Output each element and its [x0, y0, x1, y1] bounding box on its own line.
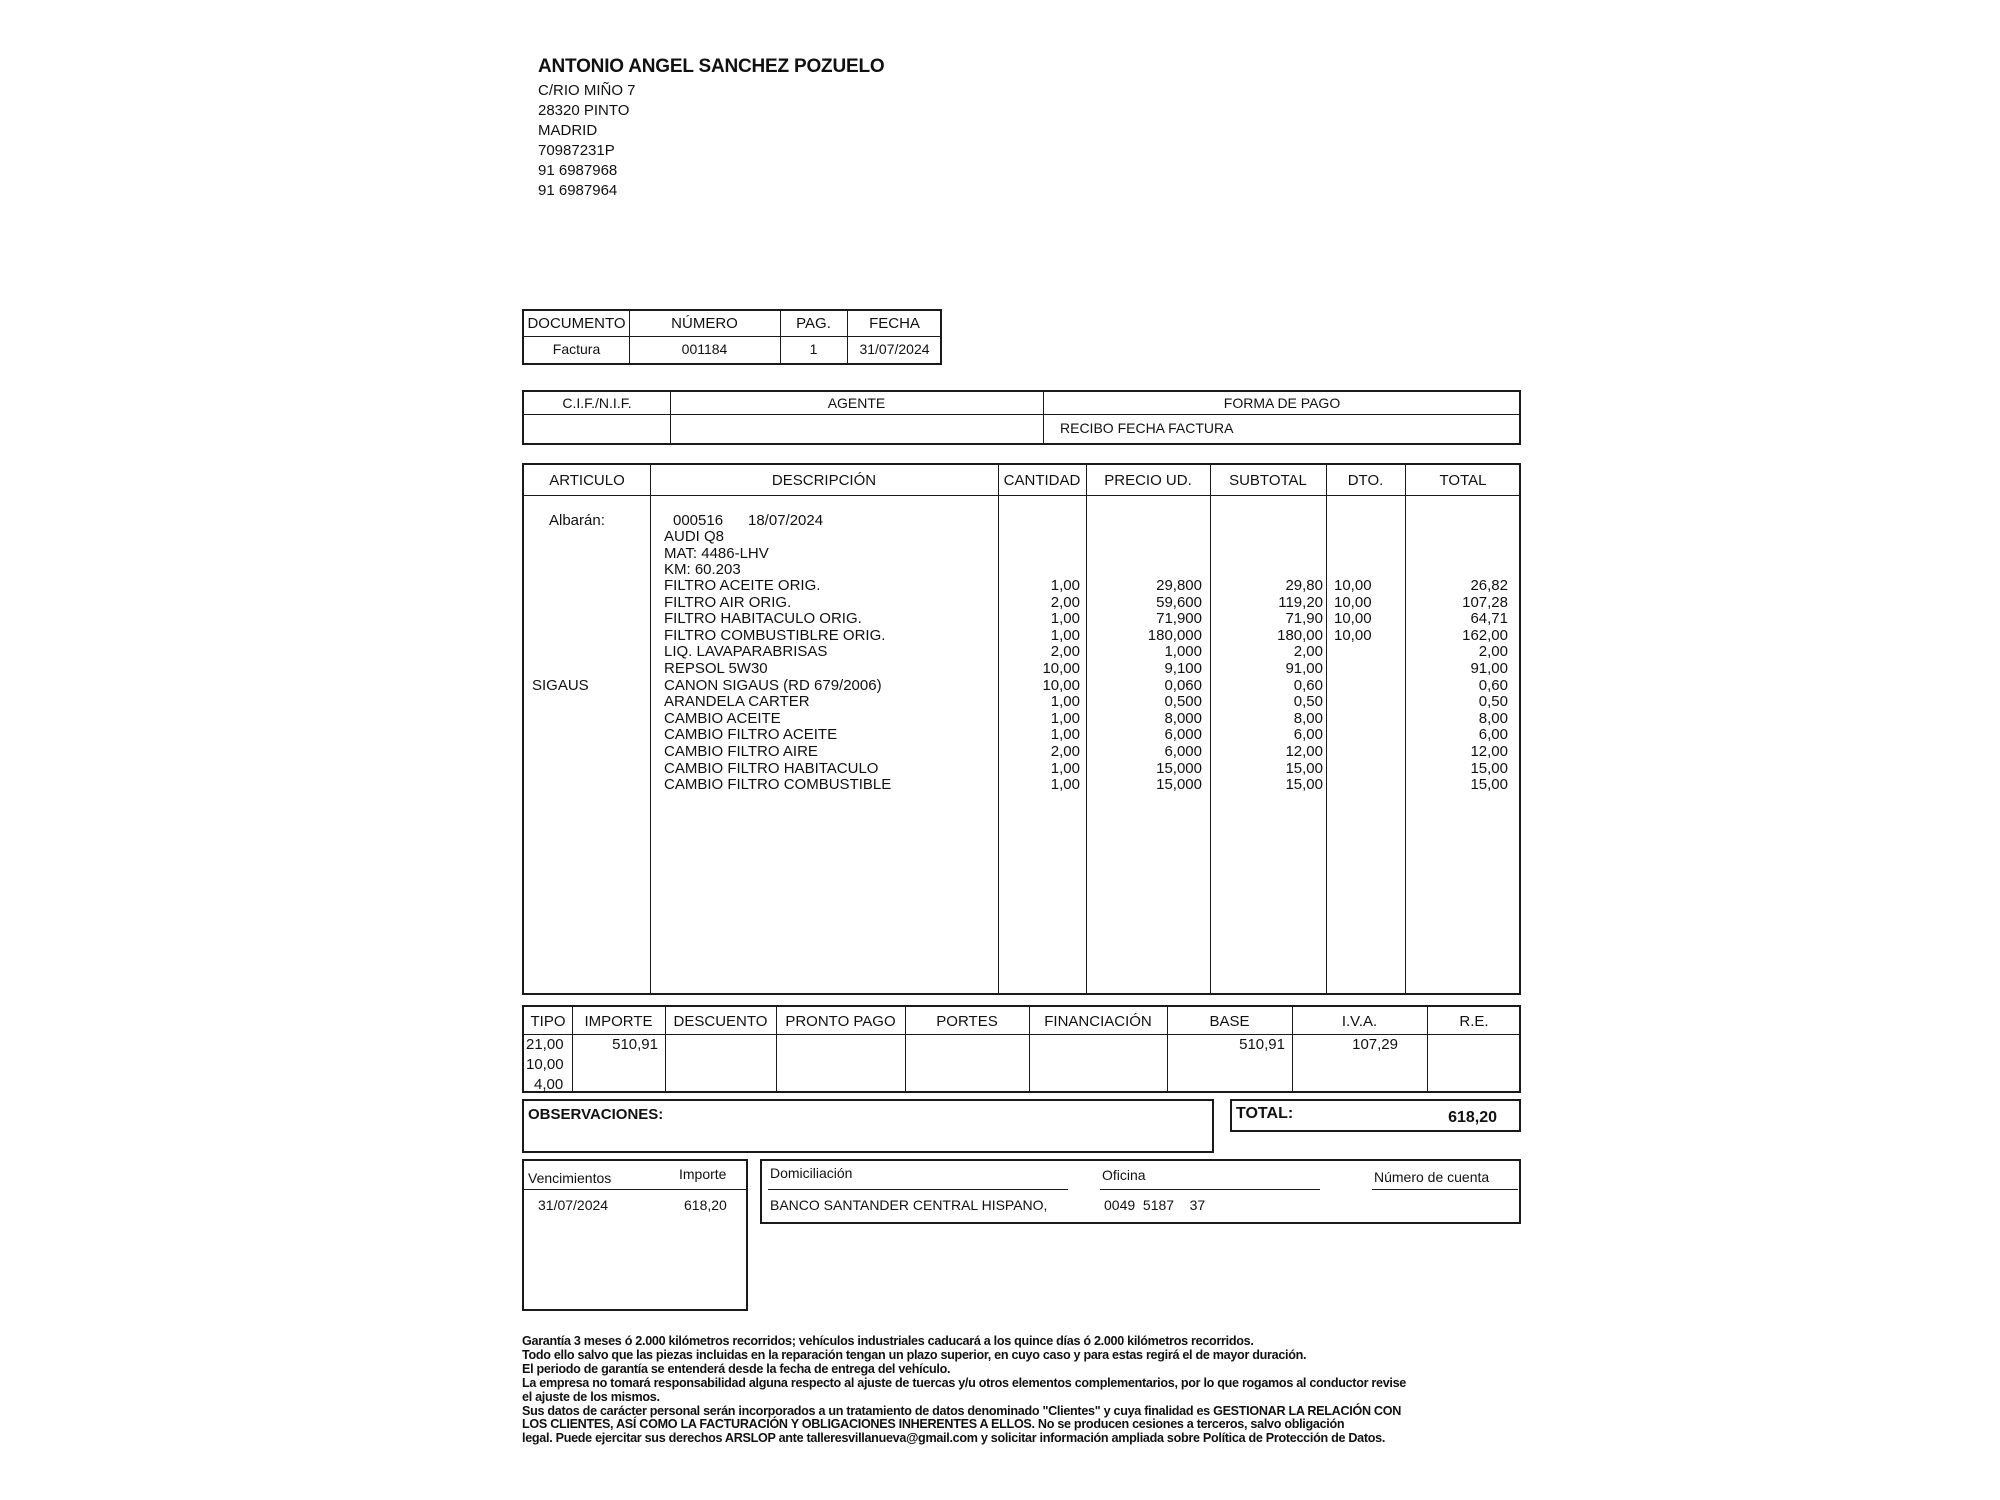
cell-descripcion: FILTRO HABITACULO ORIG.: [664, 610, 862, 628]
header-pronto-pago: PRONTO PAGO: [785, 1013, 896, 1030]
cell-descripcion: CANON SIGAUS (RD 679/2006): [664, 676, 882, 694]
doc-type: Factura: [552, 341, 601, 357]
bank-name: BANCO SANTANDER CENTRAL HISPANO,: [770, 1197, 1048, 1213]
issuer-phone-1: 91 6987968: [538, 162, 618, 179]
footer-line: el ajuste de los mismos.: [522, 1389, 660, 1404]
cell-total: 15,00: [1470, 759, 1508, 777]
cell-descripcion: FILTRO AIR ORIG.: [664, 593, 792, 611]
cell-total: 162,00: [1462, 626, 1508, 644]
observaciones-label: OBSERVACIONES:: [528, 1106, 664, 1123]
issuer-nif: 70987231P: [538, 142, 615, 159]
cell-cantidad: 1,00: [1050, 726, 1080, 744]
tax-base: 510,91: [1239, 1036, 1285, 1053]
footer-line: Sus datos de carácter personal serán incorporados a un tratamiento de datos denominado "Clientes" y cuya finalidad es GESTIONAR LA RELACIÓN CON: [522, 1403, 1402, 1418]
table-row: [524, 628, 1521, 645]
cell-cantidad: 10,00: [1042, 676, 1080, 694]
header-forma-pago: FORMA DE PAGO: [1223, 395, 1341, 411]
issuer-name: ANTONIO ANGEL SANCHEZ POZUELO: [538, 56, 885, 77]
footer-line: Todo ello salvo que las piezas incluidas en la reparación tengan un plazo superior, en cuyo caso y para estas regirá el de mayor duración.: [522, 1347, 1307, 1362]
tax-iva: 107,29: [1352, 1036, 1398, 1053]
cell-descripcion: REPSOL 5W30: [664, 660, 768, 677]
vencimientos-importe-header: Importe: [679, 1166, 727, 1182]
cell-subtotal: 6,00: [1293, 726, 1323, 744]
cell-cantidad: 2,00: [1050, 643, 1080, 661]
cell-descripcion: CAMBIO FILTRO HABITACULO: [664, 759, 879, 777]
footer-line: legal. Puede ejercitar sus derechos ARSLOP ante talleresvillanueva@gmail.com y solicitar información ampliada sobre Política de Protección de Datos.: [522, 1431, 1386, 1446]
cell-subtotal: 71,90: [1285, 610, 1323, 628]
cell-subtotal: 15,00: [1285, 759, 1323, 777]
cell-precio: 8,000: [1164, 709, 1202, 727]
cell-total: 64,71: [1470, 610, 1508, 628]
cell-total: 107,28: [1462, 593, 1508, 611]
issuer-phone-2: 91 6987964: [538, 182, 618, 199]
table-row: [524, 661, 1521, 678]
cell-total: 6,00: [1478, 726, 1508, 744]
table-row: [524, 744, 1521, 761]
table-row: [524, 711, 1521, 728]
cell-subtotal: 0,50: [1293, 693, 1323, 711]
doc-header-fecha: FECHA: [869, 315, 920, 332]
cell-precio: 6,000: [1164, 743, 1202, 760]
header-tipo: TIPO: [530, 1013, 566, 1030]
domiciliacion-header: Domiciliación: [770, 1165, 853, 1181]
cell-total: 0,50: [1478, 693, 1508, 711]
header-portes: PORTES: [936, 1013, 998, 1030]
domiciliacion-box: [760, 1159, 1521, 1224]
cell-descripcion: LIQ. LAVAPARABRISAS: [664, 643, 828, 661]
total-box: [1230, 1099, 1521, 1132]
albaran-date: 18/07/2024: [748, 512, 824, 529]
cell-subtotal: 119,20: [1278, 593, 1323, 611]
cell-subtotal: 29,80: [1285, 577, 1323, 594]
vehicle-plate: MAT: 4486-LHV: [664, 545, 769, 562]
payment-method: RECIBO FECHA FACTURA: [1060, 420, 1234, 436]
header-re: R.E.: [1459, 1013, 1489, 1030]
observaciones-box: [522, 1099, 1214, 1153]
cell-cantidad: 10,00: [1042, 660, 1080, 677]
cell-total: 91,00: [1470, 660, 1508, 677]
cell-subtotal: 8,00: [1293, 709, 1323, 727]
header-descripcion: DESCRIPCIÓN: [771, 472, 877, 489]
items-table: [522, 463, 1521, 995]
header-cif-nif: C.I.F./N.I.F.: [562, 395, 632, 411]
cell-cantidad: 1,00: [1050, 577, 1080, 594]
cell-descripcion: CAMBIO ACEITE: [664, 709, 781, 727]
doc-header-numero: NÚMERO: [671, 315, 738, 332]
cell-cantidad: 1,00: [1050, 693, 1080, 711]
cell-descripcion: CAMBIO FILTRO COMBUSTIBLE: [664, 776, 892, 794]
tax-importe: 510,91: [612, 1036, 658, 1053]
cell-total: 15,00: [1470, 776, 1508, 794]
tax-rate-21: 21,00: [526, 1036, 564, 1053]
cell-dto: 10,00: [1334, 626, 1372, 644]
cell-precio: 29,800: [1156, 577, 1202, 594]
cell-cantidad: 1,00: [1050, 709, 1080, 727]
doc-header-pag: PAG.: [796, 315, 831, 332]
cell-precio: 0,500: [1164, 693, 1202, 711]
cell-subtotal: 0,60: [1293, 676, 1323, 694]
client-payment-table: [522, 390, 1521, 445]
vencimientos-header: Vencimientos: [528, 1170, 612, 1186]
header-agente: AGENTE: [827, 395, 886, 411]
footer-line: Garantía 3 meses ó 2.000 kilómetros recorridos; vehículos industriales caducará a los quince días ó 2.000 kilómetros recorridos.: [522, 1334, 1254, 1348]
header-importe: IMPORTE: [584, 1013, 653, 1030]
cell-dto: 10,00: [1334, 577, 1372, 594]
table-row: [524, 611, 1521, 628]
cell-cantidad: 1,00: [1050, 610, 1080, 628]
cell-descripcion: CAMBIO FILTRO ACEITE: [664, 726, 838, 744]
cell-descripcion: FILTRO COMBUSTIBLRE ORIG.: [664, 626, 886, 644]
cell-precio: 71,900: [1156, 610, 1202, 628]
tax-rate-4: 4,00: [534, 1076, 564, 1093]
cell-subtotal: 180,00: [1277, 626, 1323, 644]
doc-date: 31/07/2024: [859, 341, 930, 357]
table-row: [524, 578, 1521, 595]
cell-subtotal: 15,00: [1285, 776, 1323, 794]
cell-precio: 0,060: [1164, 676, 1202, 694]
cell-total: 0,60: [1478, 676, 1508, 694]
cell-precio: 15,000: [1156, 759, 1202, 777]
albaran-number: 000516: [673, 512, 724, 529]
table-row: [524, 727, 1521, 744]
table-row: [524, 595, 1521, 612]
cell-total: 8,00: [1478, 709, 1508, 727]
table-row: [524, 678, 1521, 695]
cell-total: 12,00: [1470, 743, 1508, 760]
vehicle-km: KM: 60.203: [664, 561, 741, 578]
cell-descripcion: FILTRO ACEITE ORIG.: [664, 577, 821, 594]
issuer-address: C/RIO MIÑO 7: [538, 82, 636, 99]
cell-precio: 180,000: [1147, 626, 1202, 644]
header-precio: PRECIO UD.: [1104, 472, 1192, 489]
footer-line: La empresa no tomará responsabilidad alguna respecto al ajuste de tuercas y/u otros elementos complementarios, por lo que rogamos al conductor revise: [522, 1375, 1407, 1390]
tax-rate-10: 10,00: [526, 1056, 564, 1073]
issuer-postal-city: 28320 PINTO: [538, 102, 630, 119]
header-dto: DTO.: [1347, 472, 1384, 489]
cell-total: 26,82: [1470, 577, 1508, 594]
total-label: TOTAL:: [1236, 1105, 1294, 1122]
table-row: [524, 694, 1521, 711]
cell-subtotal: 12,00: [1285, 743, 1323, 760]
cell-subtotal: 2,00: [1293, 643, 1323, 661]
cell-precio: 59,600: [1156, 593, 1202, 611]
vencimiento-date: 31/07/2024: [538, 1197, 609, 1213]
cell-cantidad: 2,00: [1050, 593, 1080, 611]
cell-precio: 9,100: [1164, 660, 1202, 677]
header-financiacion: FINANCIACIÓN: [1044, 1013, 1152, 1030]
albaran-label: Albarán:: [549, 512, 605, 529]
doc-header-documento: DOCUMENTO: [527, 315, 626, 332]
cell-articulo: SIGAUS: [532, 676, 589, 694]
tax-summary-table: [522, 1005, 1521, 1093]
cell-precio: 15,000: [1156, 776, 1202, 794]
legal-footer: [522, 1335, 1522, 1446]
header-iva: I.V.A.: [1341, 1013, 1378, 1030]
numero-cuenta-header: Número de cuenta: [1374, 1169, 1490, 1185]
footer-line: LOS CLIENTES, ASÍ COMO LA FACTURACIÓN Y OBLIGACIONES INHERENTES A ELLOS. No se producen cesiones a terceros, salvo obligación: [522, 1417, 1345, 1432]
oficina-header: Oficina: [1102, 1167, 1146, 1183]
doc-number: 001184: [681, 341, 728, 357]
cell-descripcion: CAMBIO FILTRO AIRE: [664, 743, 818, 760]
cell-precio: 1,000: [1164, 643, 1202, 661]
cell-subtotal: 91,00: [1285, 660, 1323, 677]
footer-line: El periodo de garantía se entenderá desde la fecha de entrega del vehículo.: [522, 1361, 951, 1376]
cell-dto: 10,00: [1334, 593, 1372, 611]
cell-dto: 10,00: [1334, 610, 1372, 628]
bank-office: 0049 5187 37: [1104, 1197, 1206, 1213]
table-row: [524, 644, 1521, 661]
cell-total: 2,00: [1478, 643, 1508, 661]
header-subtotal: SUBTOTAL: [1229, 472, 1307, 489]
header-cantidad: CANTIDAD: [1003, 472, 1081, 489]
vencimientos-box: [522, 1159, 748, 1311]
total-value: 618,20: [1448, 1109, 1497, 1126]
cell-cantidad: 1,00: [1050, 776, 1080, 794]
cell-precio: 6,000: [1164, 726, 1202, 744]
doc-page: 1: [809, 341, 818, 357]
vencimiento-amount: 618,20: [684, 1197, 727, 1213]
header-base: BASE: [1209, 1013, 1250, 1030]
header-articulo: ARTICULO: [549, 472, 625, 489]
document-info-table: [522, 309, 942, 365]
table-row: [524, 761, 1521, 778]
vehicle-model: AUDI Q8: [664, 528, 725, 545]
header-descuento: DESCUENTO: [673, 1013, 768, 1030]
cell-descripcion: ARANDELA CARTER: [664, 693, 810, 711]
cell-cantidad: 1,00: [1050, 759, 1080, 777]
cell-cantidad: 1,00: [1050, 626, 1080, 644]
issuer-province: MADRID: [538, 122, 598, 139]
table-row: [524, 777, 1521, 794]
header-total: TOTAL: [1439, 472, 1487, 489]
cell-cantidad: 2,00: [1050, 743, 1080, 760]
